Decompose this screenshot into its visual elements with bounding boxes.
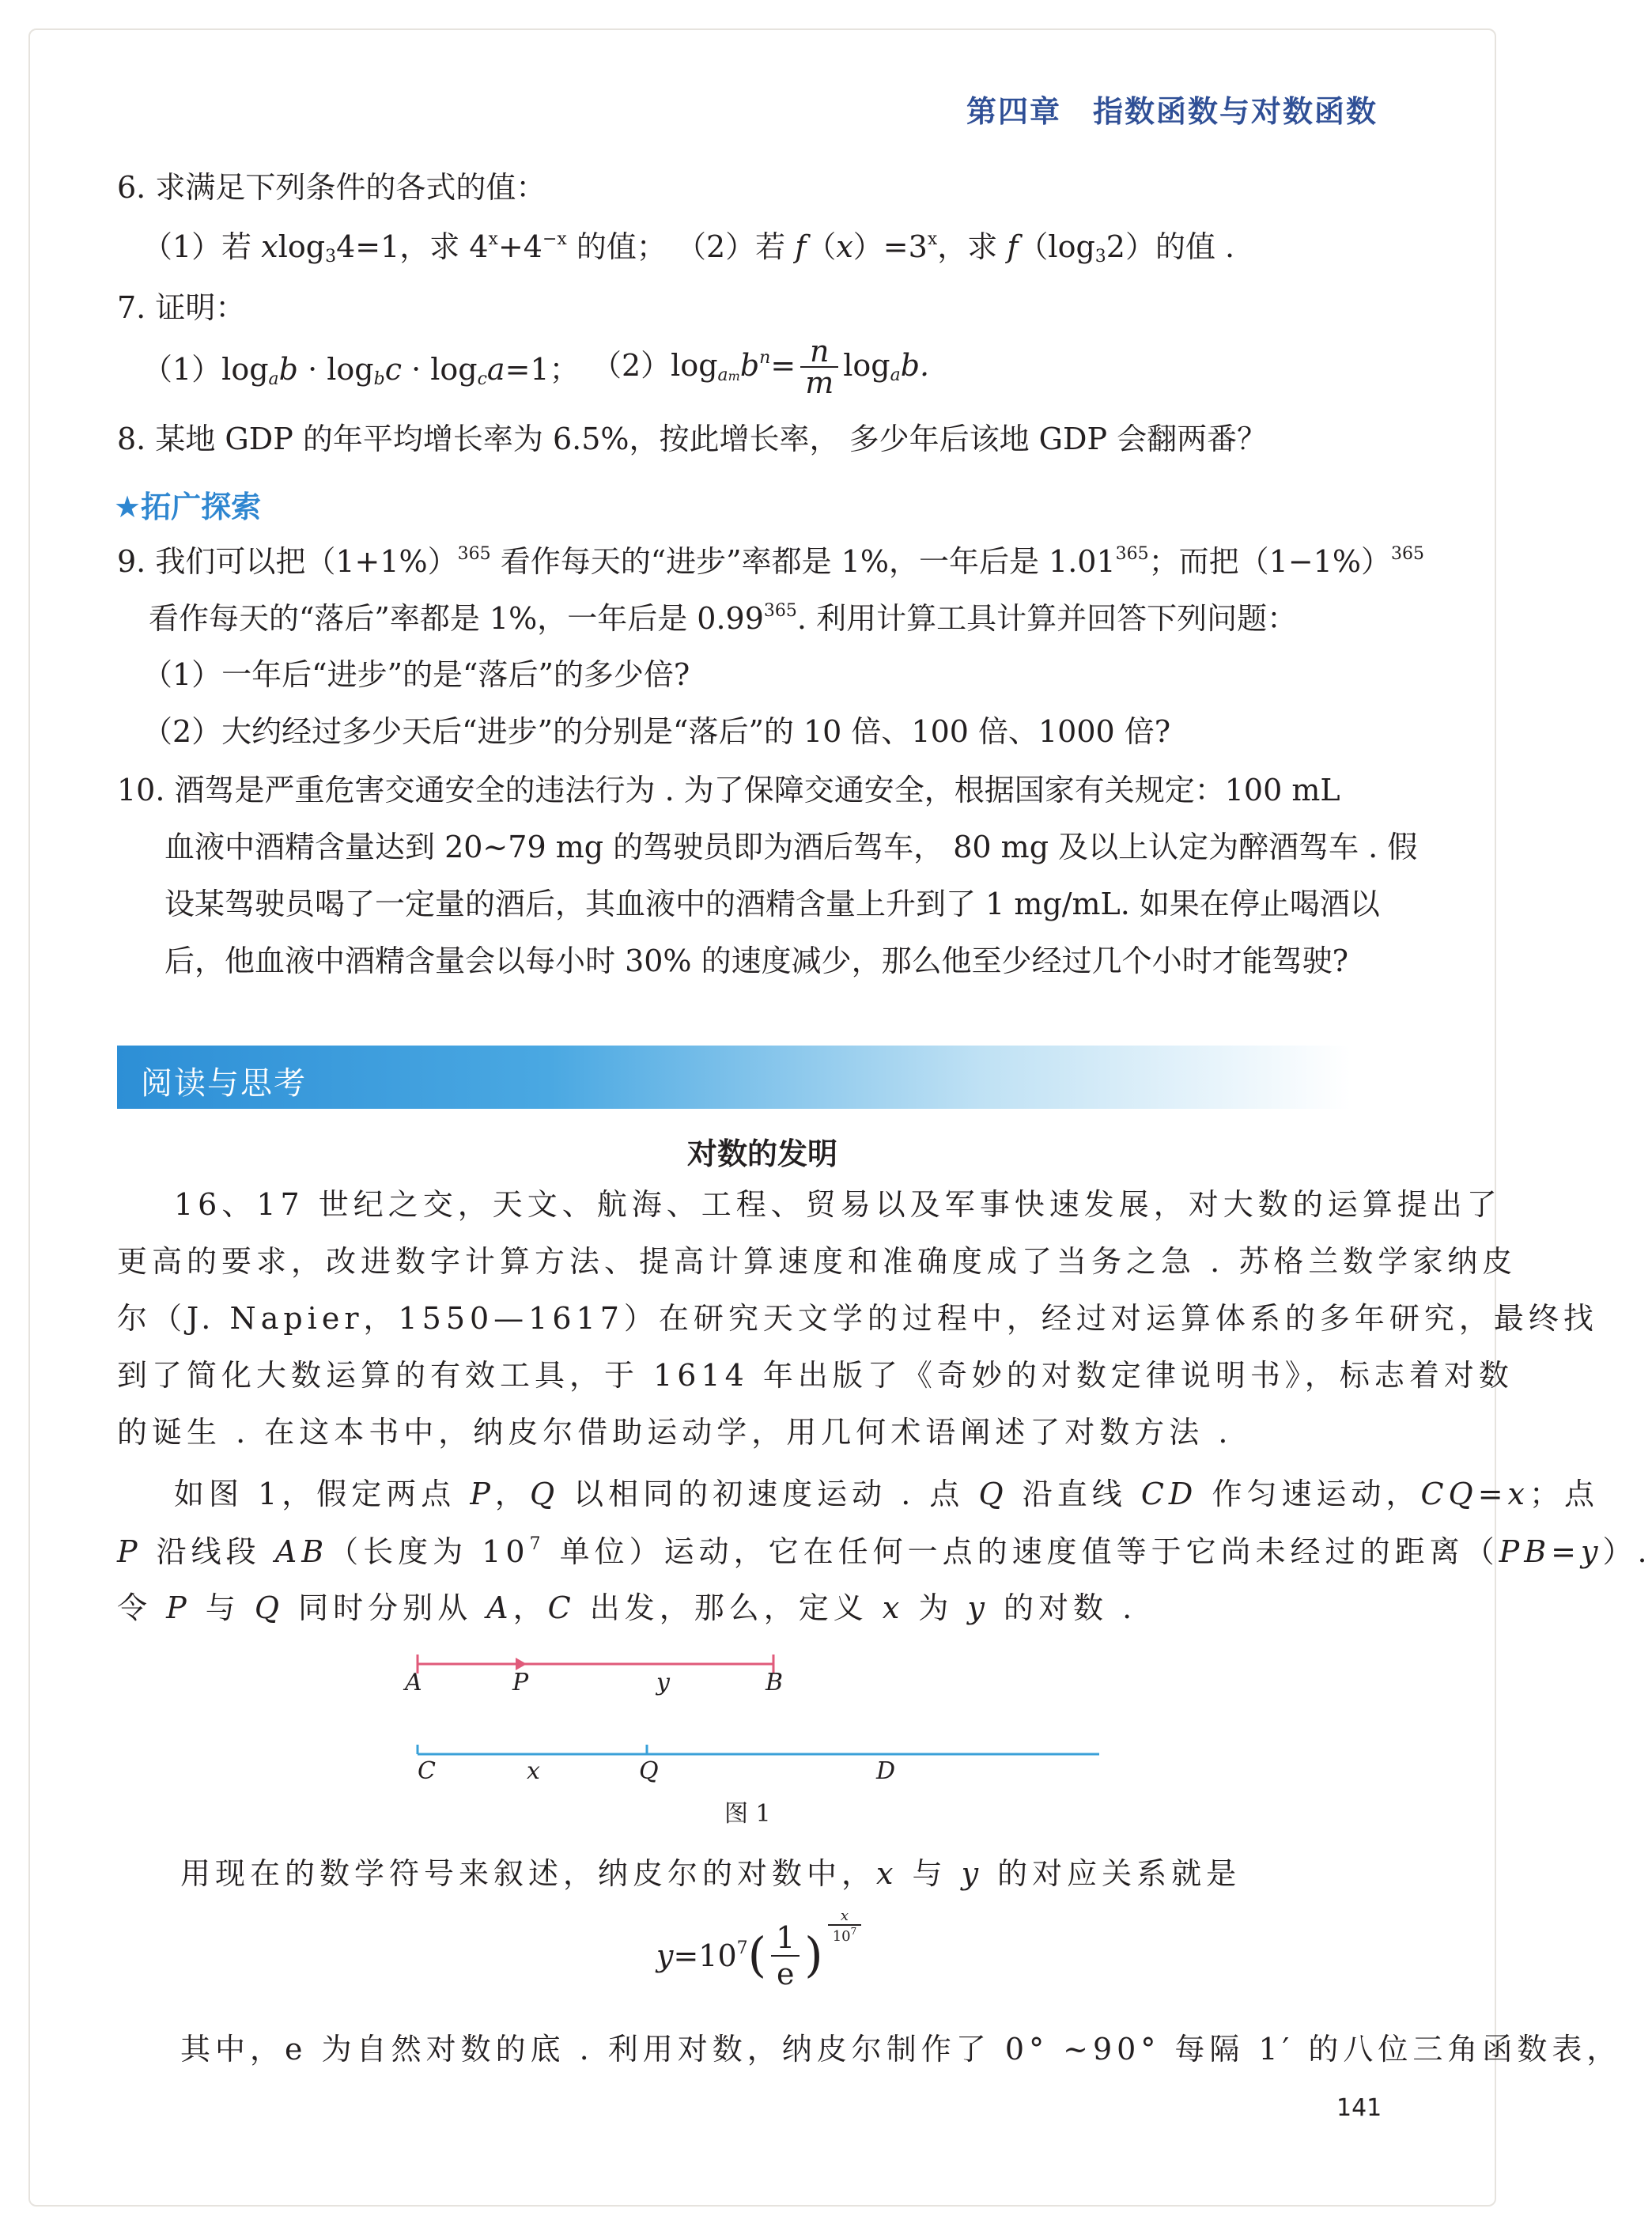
paragraph-2-line-3: 令 P 与 Q 同时分别从 A，C 出发，那么，定义 x 为 y 的对数 .	[117, 1590, 1137, 1625]
paragraph-2-line-2: P 沿线段 AB（长度为 $10^7$ 单位）运动，它在任何一点的速度值等于它尚未经过的距离（PB=y）.	[117, 1534, 1652, 1569]
label-C: C	[418, 1757, 436, 1785]
label-D: D	[876, 1757, 896, 1785]
page-number: 141	[1336, 2094, 1382, 2122]
exercise-9-part-1: （1）一年后“进步”的是“落后”的多少倍?	[142, 657, 690, 692]
label-B: B	[766, 1669, 784, 1696]
paragraph-1-line-5: 的诞生 . 在这本书中，纳皮尔借助运动学，用几何术语阐述了对数方法 .	[117, 1415, 1233, 1450]
exercise-10-line-2: 血液中酒精含量达到 20~79 mg 的驾驶员即为酒后驾车， 80 mg 及以上认定为醉酒驾车 . 假	[164, 830, 1418, 864]
exercise-7-part-1: $(1)\log_ab \cdot \log_bc \cdot \log_ca=1$；	[142, 352, 580, 389]
paragraph-1-line-1: 16、17 世纪之交，天文、航海、工程、贸易以及军事快速发展，对大数的运算提出了	[174, 1187, 1502, 1222]
paragraph-1-line-3: 尔（J. Napier，1550—1617）在研究天文学的过程中，经过对运算体系的多年研究，最终找	[117, 1301, 1598, 1336]
reading-banner-label: 阅读与思考	[141, 1065, 307, 1102]
label-P: P	[512, 1669, 529, 1696]
paragraph-4: 其中，e 为自然对数的底 . 利用对数，纳皮尔制作了 0° ~90° 每隔 1′ 的八位三角函数表，	[180, 2032, 1622, 2067]
fraction-n-over-m: $\frac{n}{m}$	[800, 336, 838, 398]
exercise-9-part-2: （2）大约经过多少天后“进步”的分别是“落后”的 10 倍、100 倍、1000 倍?	[142, 714, 1171, 749]
label-A: A	[405, 1669, 422, 1696]
section-extend-explore: ★拓广探索	[114, 490, 262, 524]
paragraph-1-line-2: 更高的要求，改进数字计算方法、提高计算速度和准确度成了当务之急 . 苏格兰数学家纳皮	[117, 1244, 1518, 1279]
segment-AB	[418, 1655, 773, 1673]
exercise-6-parts: （1）若 xlog$_3$4=1，求 $4^x+4^{-x}$ 的值； （2）若 $f(x)=3^x$，求 $f(\log_32)$的值 .	[142, 229, 1235, 267]
chapter-number: 第四章	[966, 94, 1061, 129]
label-x: x	[527, 1757, 540, 1785]
exercise-9-line-1: 9. 我们可以把$(1+1\%)^{365}$ 看作每天的“进步”率都是 1%，一年后是 1.01$^{365}$；而把$(1-1\%)^{365}$	[117, 544, 1424, 579]
exponent-fraction: $\frac{x}{10^7}$	[828, 1908, 862, 1945]
exercise-10-line-3: 设某驾驶员喝了一定量的酒后，其血液中的酒精含量上升到了 1 mg/mL. 如果在停止喝酒以	[164, 887, 1380, 921]
chapter-title: 指数函数与对数函数	[1092, 94, 1378, 129]
exercise-9-line-2: 看作每天的“落后”率都是 1%，一年后是 0.99$^{365}$. 利用计算工具计算并回答下列问题：	[149, 601, 1298, 636]
article-title: 对数的发明	[686, 1136, 837, 1171]
exercise-6-prompt: 6. 求满足下列条件的各式的值：	[117, 170, 546, 205]
line-CD	[418, 1745, 1099, 1754]
figure-caption: 图 1	[724, 1800, 771, 1828]
label-Q: Q	[639, 1757, 659, 1785]
exercise-8: 8. 某地 GDP 的年平均增长率为 6.5%，按此增长率， 多少年后该地 GDP 会翻两番？	[117, 422, 1268, 456]
exercise-7-part-2: $(2)\log_{am}b^n=$ $\frac{n}{m}$ $\log_ab$.	[592, 334, 930, 400]
exercise-7-prompt: 7. 证明：	[117, 290, 246, 325]
fraction-one-over-e: $\frac{1}{e}$	[771, 1920, 800, 1991]
paragraph-3: 用现在的数学符号来叙述，纳皮尔的对数中，x 与 y 的对应关系就是	[180, 1856, 1242, 1891]
label-y: y	[656, 1669, 670, 1696]
exercise-10-line-4: 后，他血液中酒精含量会以每小时 30% 的速度减少，那么他至少经过几个小时才能驾驶?	[164, 944, 1348, 978]
paragraph-1-line-4: 到了简化大数运算的有效工具，于 1614 年出版了《奇妙的对数定律说明书》，标志着对数	[117, 1358, 1514, 1393]
paragraph-2-line-1: 如图 1，假定两点 P，Q 以相同的初速度运动 . 点 Q 沿直线 CD 作匀速运动，CQ=x；点	[174, 1477, 1599, 1511]
napier-formula: $y=10^7$( $\frac{1}{e}$ ) $\frac{x}{10^7}$	[656, 1908, 866, 1991]
exercise-10-line-1: 10. 酒驾是严重危害交通安全的违法行为 . 为了保障交通安全，根据国家有关规定：100 mL	[117, 773, 1340, 807]
